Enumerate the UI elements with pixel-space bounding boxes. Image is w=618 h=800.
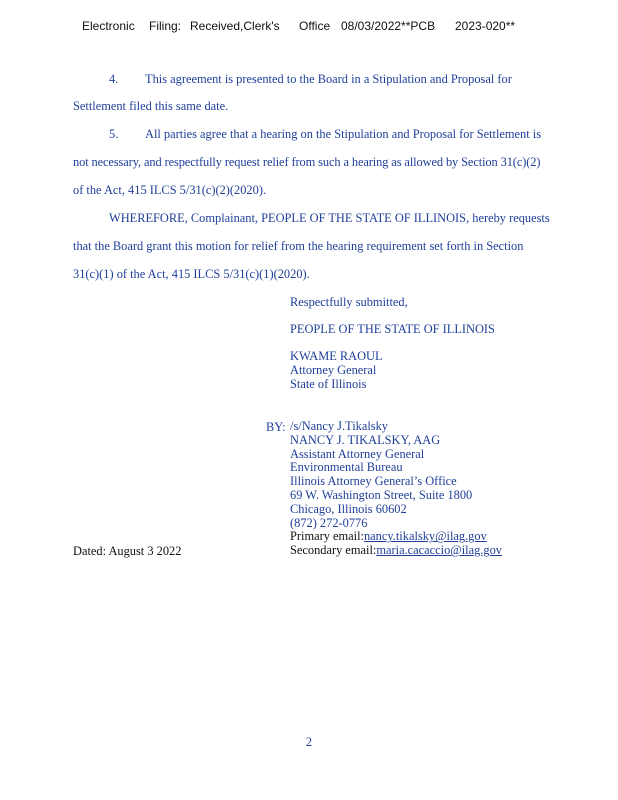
- signer-block: [290, 420, 502, 558]
- header-received: Received,Clerk's: [190, 19, 280, 33]
- respectfully-submitted: Respectfully submitted,: [290, 295, 408, 309]
- paragraph-4-line-2: Settlement filed this same date.: [73, 99, 229, 113]
- attorney-general-name: KWAME RAOUL: [290, 349, 383, 363]
- signer-phone: (872) 272-0776: [290, 515, 368, 530]
- by-label: BY:: [266, 420, 286, 434]
- signer-name: NANCY J. TIKALSKY, AAG: [290, 432, 441, 447]
- paragraph-4-line-1: This agreement is presented to the Board in a Stipulation and Proposal for: [145, 72, 512, 86]
- signer-title: Assistant Attorney General: [290, 446, 425, 461]
- secondary-email-label: Secondary email:: [290, 543, 377, 558]
- signer-street: 69 W. Washington Street, Suite 1800: [290, 487, 473, 502]
- secondary-email-link[interactable]: maria.cacaccio@ilag.gov: [376, 543, 502, 558]
- header-electronic: Electronic: [82, 19, 135, 33]
- signer-office: Illinois Attorney General’s Office: [290, 474, 457, 489]
- paragraph-5-line-1: All parties agree that a hearing on the Stipulation and Proposal for Settlement is: [145, 127, 542, 141]
- wherefore-line-2: that the Board grant this motion for relief from the hearing requirement set forth in Section: [73, 239, 524, 253]
- primary-email-line: [290, 530, 502, 544]
- header-case-number: 2023-020**: [455, 19, 516, 33]
- primary-email-label: Primary email:: [290, 529, 364, 544]
- people-of-illinois: PEOPLE OF THE STATE OF ILLINOIS: [290, 322, 495, 336]
- attorney-general-block: [290, 350, 383, 391]
- secondary-email-line: [290, 544, 502, 558]
- attorney-general-title: Attorney General: [290, 362, 377, 377]
- header-date-pcb: 08/03/2022**PCB: [341, 19, 436, 33]
- signer-city: Chicago, Illinois 60602: [290, 501, 407, 516]
- paragraph-4-number: 4.: [109, 72, 119, 86]
- header-filing: Filing:: [149, 19, 182, 33]
- signer-bureau: Environmental Bureau: [290, 460, 403, 475]
- paragraph-5-line-3: of the Act, 415 ILCS 5/31(c)(2)(2020).: [73, 183, 267, 197]
- electronic-signature: /s/Nancy J.Tikalsky: [290, 419, 388, 433]
- primary-email-link[interactable]: nancy.tikalsky@ilag.gov: [363, 529, 487, 544]
- attorney-general-state: State of Illinois: [290, 376, 367, 391]
- efiling-header: [0, 19, 618, 37]
- wherefore-line-1: WHEREFORE, Complainant, PEOPLE OF THE STATE OF ILLINOIS, hereby requests: [109, 211, 550, 225]
- page-number: 2: [305, 735, 313, 749]
- header-office: Office: [299, 19, 331, 33]
- paragraph-5-number: 5.: [109, 127, 119, 141]
- paragraph-5-line-2: not necessary, and respectfully request relief from such a hearing as allowed by Section 31(c)(2): [73, 155, 541, 169]
- dated-line: Dated: August 3 2022: [73, 544, 182, 558]
- wherefore-line-3: 31(c)(1) of the Act, 415 ILCS 5/31(c)(1)(2020).: [73, 267, 310, 281]
